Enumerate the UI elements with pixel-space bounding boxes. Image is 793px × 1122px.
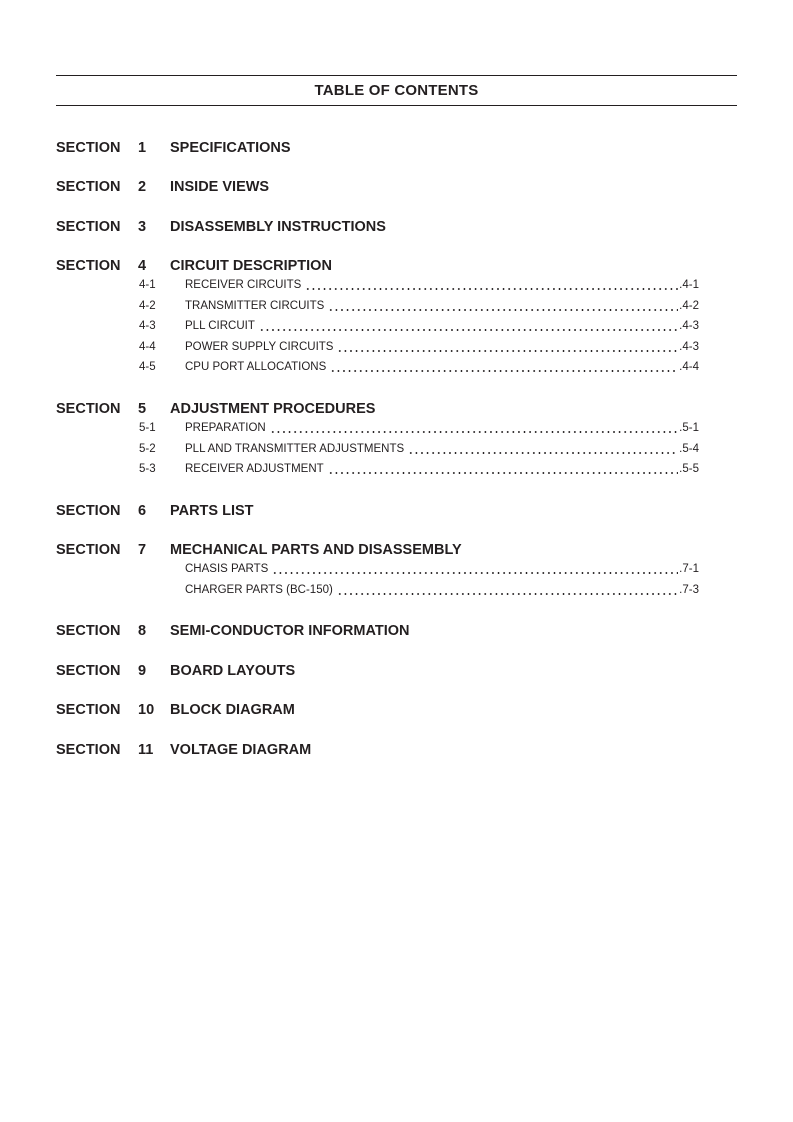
entry-page: .4-2 [679,299,699,312]
dot-leader [305,277,678,293]
dot-leader [328,298,678,314]
section-number: 5 [138,401,147,417]
bottom-rule [56,105,737,106]
toc-entry [139,277,699,293]
section-word: SECTION [56,663,121,679]
entry-number: 4-1 [139,279,156,291]
section-number: 4 [138,258,147,274]
section-number: 3 [138,219,147,235]
toc-entry [139,359,699,375]
dot-leader [328,461,679,477]
entry-label: PLL AND TRANSMITTER ADJUSTMENTS [185,441,408,457]
entry-label: PREPARATION [185,420,270,436]
entry-page: .7-1 [679,563,699,575]
dot-leader [408,441,678,457]
entry-page: .5-5 [679,463,699,476]
section-title: SEMI-CONDUCTOR INFORMATION [170,623,410,639]
section-number: 1 [138,140,147,156]
dot-leader [272,561,678,577]
entry-label: CHASIS PARTS [185,561,272,577]
dot-leader [330,359,678,375]
section-number: 11 [138,742,154,758]
section-title: SPECIFICATIONS [170,140,291,156]
section-number: 10 [138,702,155,718]
section-word: SECTION [56,742,121,758]
entry-number: 5-2 [139,442,156,455]
entry-number: 4-2 [139,299,156,312]
section-title: INSIDE VIEWS [170,179,270,195]
section-word: SECTION [56,542,121,558]
toc-entry [139,298,699,314]
top-rule [56,75,737,76]
entry-number: 4-5 [139,361,156,374]
section-title: PARTS LIST [170,503,254,519]
entry-label: RECEIVER CIRCUITS [185,277,305,293]
section-title: VOLTAGE DIAGRAM [170,742,312,758]
entry-label: POWER SUPPLY CIRCUITS [185,339,337,355]
toc-entry [139,582,699,598]
section-title: DISASSEMBLY INSTRUCTIONS [170,219,386,235]
entry-page: .4-3 [679,340,699,353]
section-title: MECHANICAL PARTS AND DISASSEMBLY [170,542,462,558]
section-word: SECTION [56,219,121,235]
section-number: 7 [138,542,147,558]
dot-leader [337,339,678,355]
toc-entry [139,318,699,334]
entry-label: RECEIVER ADJUSTMENT [185,461,328,477]
section-word: SECTION [56,179,121,195]
entry-label: CPU PORT ALLOCATIONS [185,359,330,375]
toc-entry [139,441,699,457]
entry-label: TRANSMITTER CIRCUITS [185,298,328,314]
entry-page: .4-3 [679,320,699,333]
entry-number: 4-4 [139,340,156,353]
entry-number: 5-1 [139,422,156,434]
entry-label: CHARGER PARTS (BC-150) [185,582,337,598]
section-number: 8 [138,623,147,639]
entry-page: .7-3 [679,583,699,596]
entry-page: .4-4 [679,361,699,374]
dot-leader [270,420,678,436]
section-word: SECTION [56,702,121,718]
entry-number: 4-3 [139,320,156,333]
section-word: SECTION [56,623,121,639]
section-title: BLOCK DIAGRAM [170,702,295,718]
section-number: 2 [138,179,147,195]
section-word: SECTION [56,258,121,274]
entry-page: .4-1 [679,279,699,291]
toc-entry [139,561,699,577]
section-word: SECTION [56,401,121,417]
entry-page: .5-1 [679,422,699,434]
entry-label: PLL CIRCUIT [185,318,259,334]
dot-leader [259,318,678,334]
toc-entry [139,420,699,436]
section-title: CIRCUIT DESCRIPTION [170,258,332,274]
section-title: ADJUSTMENT PROCEDURES [170,401,376,417]
page-title: TABLE OF CONTENTS [314,82,479,99]
toc-entry [139,339,699,355]
section-word: SECTION [56,140,121,156]
section-title: BOARD LAYOUTS [170,663,296,679]
entry-page: .5-4 [679,442,699,455]
section-number: 9 [138,663,147,679]
dot-leader [337,582,678,598]
entry-number: 5-3 [139,463,156,476]
toc-entry [139,461,699,477]
section-word: SECTION [56,503,121,519]
section-number: 6 [138,503,147,519]
